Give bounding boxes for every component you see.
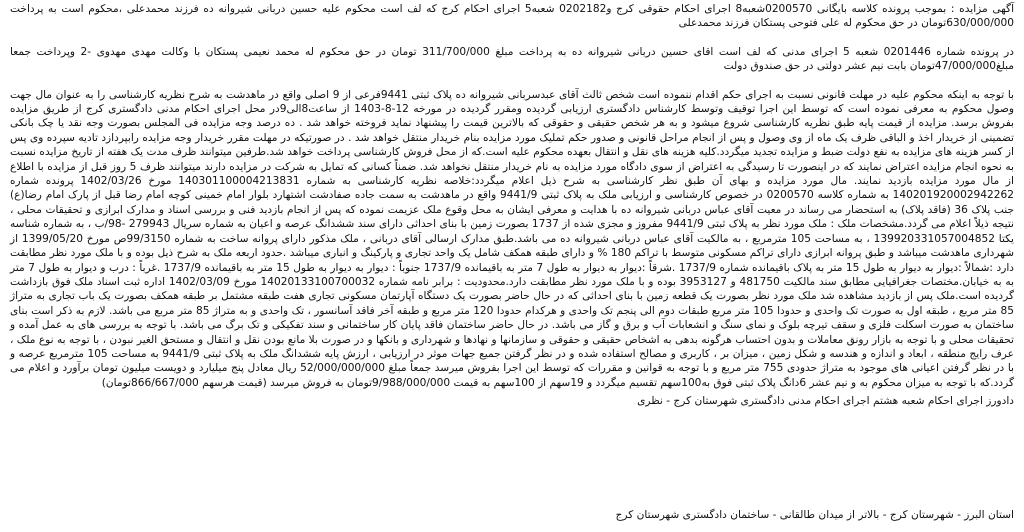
notice-signature: دادورز اجرای احکام شعبه هشتم اجرای احکام مدنی دادگستری شهرستان کرج - نظری (637, 395, 1014, 408)
notice-body-paragraph: با توجه به اینکه محکوم علیه در مهلت قانونی نسبت به اجرای حکم اقدام ننموده است شخص ثالث آقای عبدسربانی شیروانه ده پلاک ثبتی 9441فرعی از 9 اصلی واقع در ماهدشت به شرح نظریه کارشناسی را به عنوان مال جهت وصول محکوم به معرفی نموده است که توسط این اجرا توقیف وتوسط کارشناس دادگستری ارزیابی گردیده ومقرر گردیده در مورخه 12-8-1403 از ساعت8الی9در محل اجرای احکام مدنی دادگستری کرج از طریق مزایده بفروش برسد. مزایده از قیمت پایه طبق نظریه کارشناسی شروع میشود و به هر شخص حقیقی و حقوقی که بالاترین قیمت را پیشنهاد نماید فروخته خواهد شد . ده درصد وجه مزایده فی المجلس بصورت وجه نقد یا چک بانکی تضمینی از خریدار اخذ و الباقی ظرف یک ماه از وی وصول و پس از انجام مراحل قانونی و صدور حکم تملیک مورد مزایده بنام خریدار منتقل خواهد شد . در صورتیکه در مهلت مقرر خریدار وجه مزایده رابپردازد تادیه سپرده وی پس از کسر هزینه های مزایده به نفع دولت ضبط و مزایده تجدید میگردد.کلیه هزینه های نقل و انتقال بعهده محکوم علیه است.که از محل فروش کارشناسی پرداخت خواهد شد.طرفین میتوانند ظرف مدت یک هفته از تاریخ مزایده نسبت به نحوه انجام مزایده اعتراض نمایند که در اینصورت تا رسیدگی به اعتراض از سوی دادگاه مورد مزایده به نام خریدار منتقل نخواهد شد. ضمناً کسانی که تمایل به شرکت در مزایده دارند میتوانند ظرف 5 روز قبل از مزایده با اطلاع از مال مورد مزایده بازدید نمایند. مال مورد مزایده و بهای آن طبق نظر کارشناسی به شرح ذیل اعلام میگردد:خلاصه نظریه کارشناسی به شماره 140301100004213831 مورخ 1402/03/26 پرونده شماره 140201920002942262 به شماره کلاسه 0200570 در خصوص کارشناسی و ارزیابی ملک به پلاک ثبتی 9441/9 واقع در ماهدشت به سمت جاده صفادشت اشتهارد بلوار امام خمینی کوچه امام رضا قبل از پارک امام رضا(ع) جنب پلاک 36 (فاقد پلاک) به استحضار می رساند در معیت آقای عباس دربانی شیروانه ده با هدایت و معرفی ایشان به محل وقوع ملک عزیمت نموده که پس از انجام بازدید فنی و بررسی اسناد و مدارک ابرازی و تحقیقات محلی ، نتیجه ذیلاً اعلام می گردد.مشخصات ملک : ملک مورد نظر به پلاک ثبتی 9441/9 مفروز و مجزی شده از 1737 بصورت زمین با بنای احداثی دارای سند ششدانگ عرصه و اعیان به شماره سریال 279943 -98/ب ، به شماره شناسه یکتا 139920331057004852 ، به مساحت 105 مترمربع ، به مالکیت آقای عباس دربانی شیروانه ده می باشد.طبق مدارک ارسالی آقای دربانی ، ملک مذکور دارای پروانه ساخت به شماره 99/3150ص مورخ 1399/05/20 از شهرداری ماهدشت میباشد و طبق پروانه ابرازی دارای تراکم مسکونی متوسط با تراکم 180 % و دارای طبقه همکف شامل یک واحد تجاری و پارکینگ و انباری میباشد .حدود اربعه ملک به شرح ذیل بوده و با ملک مورد نظر مطابقت دارد :شمالاً :دیوار به دیوار به طول 15 متر به پلاک باقیمانده شماره 1737/9 .شرقاً :دیوار به دیوار به طول 7 متر به باقیمانده 1737/9 جنوباً : دیوار به دیوار به طول 15 متر به باقیمانده 1737/9 .غرباً : درب و دیوار به طول 7 متر به به خیابان.مختصات جغرافیایی مطابق سند مالکیت 481750 و 3953127 بوده و با ملک مورد نظر مطابقت دارد.محدودیت : برابر نامه شماره 14020133100700032 مورخ 1402/03/09 اداره ثبت اسناد ملک فوق بازداشت گردیده است.ملک پس از بازدید مشاهده شد ملک مورد نظر بصورت یک قطعه زمین با بنای احداثی که در حال حاضر بصورت یک دستگاه آپارتمان مسکونی تجاری هفت طبقه مشتمل بر طبقه همکف بصورت یک باب تجاری به متراژ 85 متر مربع ، طبقه اول به صورت تک واحدی و حدودا 105 متر مربع طبقات دوم الی پنجم تک واحدی و هرکدام حدودا 120 متر مربع و طبقه آخر فاقد آسانسور ، تک واحدی و به متراژ 85 متر مربع می باشد. لازم به ذکر است بنای ساختمان به صورت اسکلت فلزی و سقف تیرچه بلوک و نمای سنگ و انشعابات آب و برق و گاز می باشد. در حال حاضر ساختمان فاقد پایان کار ساختمانی و سند تفکیکی و تک برگ می باشد. با توجه به بررسی های به عمل آمده و تحقیقات محلی و با توجه به بازار رونق معاملات و بدون احتساب هرگونه بدهی به اشخاص حقیقی و حقوقی و سازمانها و نهادها و شهرداری و بانکها و در صورت بلا مانع بودن نقل و انتقال و مستحق الغیر نبودن ، با توجه به نوع ملک ، عرف رایج منطقه ، ابعاد و اندازه و هندسه و شکل زمین ، میزان بر ، کاربری و مصالح استفاده شده و در نظر گرفتن جمیع جهات موثر در ارزیابی ، ارزش پایه ششدانگ ملک به پلاک ثبتی 9441/9 به مساحت 105 مترمربع عرصه و با در نظر گرفتن اعیانی های موجود به متراژ حدودی 755 متر مربع و با توجه به قوانین و مقررات که توسط این اجرا بفروش میرسد جمعاً مبلغ 52/000/000/000 ریال معادل پنج میلیارد و دویست میلیون تومان برآورد و اعلام می گردد.که با توجه به میزان محکوم به و نیم عشر 6دانگ پلاک ثبتی فوق به100سهم تقسیم میگردد و 19سهم از 100سهم به قیمت 9/988/000/000تومان به فروش میرسد (قیمت هرسهم 866/667/000تومان) (10, 88, 1015, 389)
notice-intro-paragraph: آگهی مزایده : بموجب پرونده کلاسه بایگانی 0200570شعبه8 اجرای احکام حقوقی کرج و0202182 شعبه5 اجرای احکام کرج که لف است محکوم علیه حسین دربانی شیروانه ده فرزند محمدعلی ،محکوم است به پرداخت 630/000/000تومان در حق محکوم له علی فتوحی پستکان فرزند محمدعلی (10, 3, 1015, 30)
notice-second-case-paragraph: در پرونده شماره 0201446 شعبه 5 اجرای مدنی که لف است اقای حسین دربانی شیروانه ده به پرداخت مبلغ 311/700/000 تومان در حق محکوم له محمد نعیمی پستکان با وکالت مهدی مهدوی -2 وپرداخت جمعا مبلغ47/000/000تومان بابت نیم عشر دولتی در حق صندوق دولت (10, 45, 1014, 73)
notice-address: استان البرز - شهرستان کرج - بالاتر از میدان طالقانی - ساختمان دادگستری شهرستان کرج (615, 509, 1014, 521)
